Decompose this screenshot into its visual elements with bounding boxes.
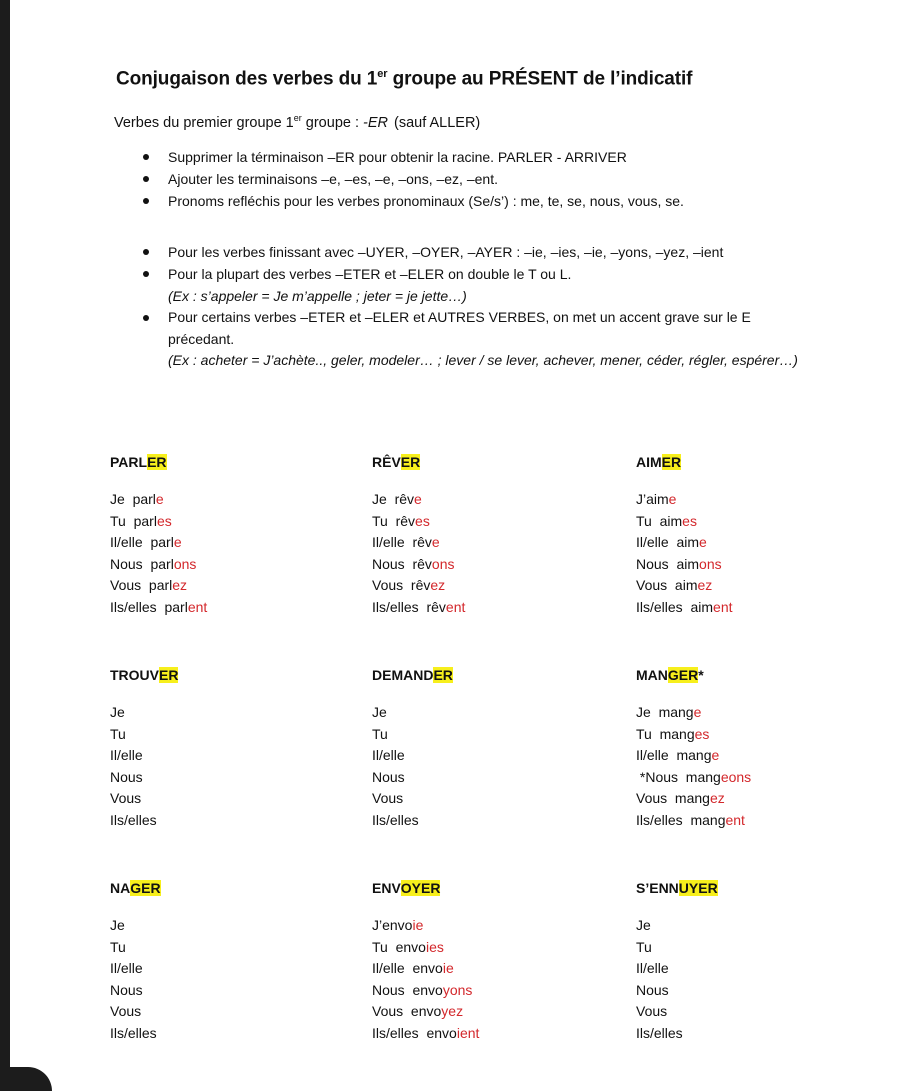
pronoun-stem: Vous	[110, 1003, 142, 1019]
conjugation-row	[110, 745, 178, 767]
pronoun-stem: Ils/elles rêv	[372, 598, 446, 615]
pronoun-stem: J’envo	[372, 917, 413, 933]
conjugation-ending: yez	[441, 1003, 464, 1019]
subtitle	[114, 113, 480, 131]
verb-block	[110, 451, 207, 618]
conjugation-row	[372, 810, 453, 832]
verb-ending-highlight: GER	[667, 667, 699, 683]
verb-block	[636, 877, 718, 1044]
conjugation-row	[372, 597, 465, 619]
rule-text: Pour certains verbes –ETER et –ELER et AUTRES VERBES, on met un accent grave sur le E précedant.	[168, 309, 751, 347]
pronoun-stem: Je parl	[110, 491, 156, 507]
pronoun-stem: Vous	[636, 1003, 668, 1019]
conjugation-row	[636, 702, 751, 724]
conjugation-row	[636, 554, 733, 576]
conjugation-row	[110, 702, 178, 724]
conjugation-ending: e	[414, 491, 422, 507]
title-text-rest: groupe au PRÉSENT de l’indicatif	[387, 68, 693, 90]
conjugation-ending: ie	[442, 960, 454, 976]
pronoun-stem: Tu rêv	[372, 512, 416, 529]
verb-block	[372, 451, 465, 618]
rule-text: Pronoms refléchis pour les verbes pronominaux (Se/s’) : me, te, se, nous, vous, se.	[168, 193, 684, 209]
conjugation-row	[372, 745, 453, 767]
conjugation-ending: ent	[713, 598, 733, 615]
conjugation-row	[636, 980, 718, 1002]
pronoun-stem: Ils/elles aim	[636, 598, 714, 615]
rule-text: Ajouter les terminaisons –e, –es, –e, –ons, –ez, –ent.	[168, 171, 498, 187]
conjugation-row	[636, 1023, 718, 1045]
title-superscript: er	[377, 68, 388, 80]
verb-ending-highlight: ER	[661, 454, 682, 470]
conjugation-row	[110, 532, 207, 554]
pronoun-stem: Ils/elles envo	[372, 1024, 457, 1041]
pronoun-stem: Nous parl	[110, 555, 174, 572]
verb-stem: MAN	[636, 667, 668, 683]
conjugation-rows	[110, 702, 178, 831]
conjugation-rows	[372, 915, 479, 1044]
conjugation-row	[110, 1001, 161, 1023]
conjugation-ending: es	[156, 512, 172, 529]
verb-block	[372, 877, 479, 1044]
rule-item	[138, 168, 798, 190]
verb-stem: RÊV	[372, 454, 401, 470]
pronoun-stem: Nous envo	[372, 981, 443, 998]
pronoun-stem: Tu aim	[636, 512, 683, 529]
verb-ending-highlight: ER	[147, 454, 167, 470]
subtitle-superscript: er	[293, 113, 302, 123]
verb-stem: S’ENN	[636, 880, 679, 896]
rules-list-special	[138, 241, 798, 372]
verb-stem: PARL	[110, 454, 148, 470]
conjugation-ending: ez	[430, 577, 446, 593]
conjugation-row	[110, 915, 161, 937]
conjugation-ending: e	[693, 704, 702, 720]
conjugation-ending: eons	[720, 768, 752, 785]
conjugation-row	[636, 788, 751, 810]
conjugation-row	[110, 554, 207, 576]
verb-block	[110, 664, 178, 831]
pronoun-stem: J’aim	[636, 491, 669, 507]
conjugation-rows	[636, 489, 733, 618]
pronoun-stem: Je rêv	[372, 491, 415, 507]
conjugation-rows	[636, 915, 718, 1044]
conjugation-row	[372, 511, 465, 533]
verb-ending-highlight: ER	[400, 454, 421, 470]
pronoun-stem: Je	[110, 917, 125, 933]
pronoun-stem: Il/elle mang	[636, 747, 712, 763]
document-page	[10, 0, 919, 1091]
conjugation-ending: e	[173, 534, 182, 550]
rule-item	[138, 263, 798, 307]
conjugation-row	[636, 724, 751, 746]
pronoun-stem: Nous	[110, 768, 143, 785]
rule-item	[138, 241, 798, 263]
conjugation-ending: ez	[709, 790, 725, 806]
verb-stem: ENV	[372, 880, 401, 896]
conjugation-rows	[372, 702, 453, 831]
rule-item	[138, 190, 798, 212]
pronoun-stem: Tu envo	[372, 938, 426, 955]
verb-infinitive	[372, 664, 453, 686]
pronoun-stem: Ils/elles parl	[110, 598, 188, 615]
pronoun-stem: Vous	[372, 790, 404, 806]
verb-infinitive	[372, 451, 465, 473]
verb-block	[372, 664, 453, 831]
pronoun-stem: Vous	[110, 790, 142, 806]
conjugation-row	[372, 788, 453, 810]
pronoun-stem: Tu parl	[110, 512, 157, 529]
pronoun-stem: Ils/elles	[372, 811, 419, 828]
conjugation-ending: ons	[431, 555, 455, 572]
pronoun-stem: Vous parl	[110, 577, 173, 593]
conjugation-row	[110, 489, 207, 511]
conjugation-ending: es	[682, 512, 697, 529]
conjugation-ending: ons	[699, 555, 722, 572]
conjugation-ending: e	[711, 747, 720, 763]
conjugation-row	[372, 489, 465, 511]
conjugation-row	[636, 767, 751, 789]
verb-infinitive	[372, 877, 479, 899]
verb-ending-highlight: GER	[130, 880, 161, 896]
conjugation-rows	[110, 915, 161, 1044]
pronoun-stem: Ils/elles	[110, 811, 157, 828]
conjugation-row	[110, 810, 178, 832]
conjugation-row	[372, 532, 465, 554]
conjugation-row	[372, 1023, 479, 1045]
pronoun-stem: Il/elle rêv	[372, 534, 432, 550]
pronoun-stem: Tu	[372, 725, 388, 742]
verb-ending-highlight: ER	[159, 667, 179, 683]
conjugation-row	[110, 958, 161, 980]
rule-example: (Ex : acheter = J’achète.., geler, modeler… ; lever / se lever, achever, mener, céder, régler, espérer…)	[168, 352, 798, 368]
verb-infinitive	[636, 451, 733, 473]
conjugation-row	[372, 915, 479, 937]
conjugation-row	[110, 980, 161, 1002]
conjugation-ending: yons	[442, 981, 473, 998]
conjugation-row	[372, 724, 453, 746]
conjugation-ending: es	[694, 725, 710, 742]
rule-item	[138, 307, 798, 372]
verb-infinitive	[110, 451, 207, 473]
conjugation-rows	[372, 489, 465, 618]
conjugation-row	[636, 511, 733, 533]
conjugation-row	[636, 597, 733, 619]
conjugation-row	[110, 511, 207, 533]
pronoun-stem: Il/elle aim	[636, 534, 700, 550]
title-text: Conjugaison des verbes du 1	[116, 68, 378, 90]
conjugation-ending: ie	[412, 917, 424, 933]
conjugation-row	[372, 1001, 479, 1023]
pronoun-stem: Tu mang	[636, 725, 695, 742]
conjugation-row	[372, 958, 479, 980]
rule-text: Pour la plupart des verbes –ETER et –ELER on double le T ou L.	[168, 266, 572, 282]
subtitle-note: (sauf ALLER)	[394, 114, 481, 131]
conjugation-row	[110, 767, 178, 789]
conjugation-row	[636, 810, 751, 832]
conjugation-row	[636, 915, 718, 937]
conjugation-ending: ez	[697, 577, 713, 593]
pronoun-stem: Ils/elles mang	[636, 811, 726, 828]
conjugation-row	[372, 702, 453, 724]
pronoun-stem: Il/elle	[110, 747, 143, 763]
conjugation-row	[110, 597, 207, 619]
verb-stem: DEMAND	[372, 667, 434, 683]
verb-infinitive	[110, 877, 161, 899]
pronoun-stem: Tu	[110, 725, 126, 742]
pronoun-stem: Il/elle envo	[372, 960, 443, 976]
pronoun-stem: Nous	[110, 981, 143, 998]
pronoun-stem: Vous rêv	[372, 577, 431, 593]
conjugation-ending: e	[699, 534, 707, 550]
verb-infinitive	[636, 877, 718, 899]
conjugation-ending: ient	[456, 1024, 480, 1041]
conjugation-row	[110, 575, 207, 597]
conjugation-row	[372, 554, 465, 576]
conjugation-ending: es	[415, 512, 430, 529]
conjugation-rows	[636, 702, 751, 831]
verb-infinitive	[636, 664, 751, 686]
conjugation-row	[110, 724, 178, 746]
verb-infinitive	[110, 664, 178, 686]
conjugation-row	[636, 1001, 718, 1023]
pronoun-stem: Tu	[636, 938, 652, 955]
conjugation-row	[372, 575, 465, 597]
subtitle-ending: -ER	[363, 114, 389, 131]
verb-stem: TROUV	[110, 667, 159, 683]
rule-text: Pour les verbes finissant avec –UYER, –OYER, –AYER : –ie, –ies, –ie, –yons, –yez, –ient	[168, 244, 724, 260]
verb-asterisk: *	[698, 667, 704, 683]
subtitle-text-rest: groupe :	[301, 114, 364, 131]
conjugation-ending: ent	[725, 811, 745, 828]
pronoun-stem: Ils/elles	[110, 1024, 157, 1041]
conjugation-row	[372, 767, 453, 789]
verb-ending-highlight: OYER	[400, 880, 441, 896]
rule-item	[138, 146, 798, 168]
conjugation-ending: ez	[172, 577, 188, 593]
conjugation-row	[636, 532, 733, 554]
verb-ending-highlight: ER	[433, 667, 453, 683]
pronoun-stem: Il/elle	[636, 960, 669, 976]
pronoun-stem: Il/elle	[372, 747, 405, 763]
conjugation-ending: e	[155, 491, 164, 507]
subtitle-text: Verbes du premier groupe 1	[114, 114, 294, 131]
pronoun-stem: Vous mang	[636, 790, 710, 806]
pronoun-stem: Il/elle	[110, 960, 143, 976]
verb-ending-highlight: UYER	[678, 880, 718, 896]
pronoun-stem: Ils/elles	[636, 1024, 683, 1041]
conjugation-row	[110, 1023, 161, 1045]
verb-block	[636, 664, 751, 831]
pronoun-stem: Tu	[110, 938, 126, 955]
conjugation-ending: e	[431, 534, 440, 550]
conjugation-ending: ons	[173, 555, 197, 572]
verb-stem: AIM	[636, 454, 662, 470]
conjugation-row	[110, 788, 178, 810]
pronoun-stem: Vous aim	[636, 577, 698, 593]
window-corner	[10, 1067, 52, 1091]
verb-stem: NA	[110, 880, 131, 896]
rules-list-basic	[138, 146, 798, 212]
pronoun-stem: Vous envo	[372, 1003, 442, 1019]
pronoun-stem: Nous rêv	[372, 555, 432, 572]
pronoun-stem: Je	[372, 704, 387, 720]
conjugation-ending: ies	[425, 938, 444, 955]
verb-block	[636, 451, 733, 618]
conjugation-ending: e	[668, 491, 677, 507]
conjugation-rows	[110, 489, 207, 618]
conjugation-row	[636, 489, 733, 511]
rule-example: (Ex : s’appeler = Je m’appelle ; jeter = je jette…)	[168, 288, 467, 304]
conjugation-row	[636, 745, 751, 767]
pronoun-stem: Je	[110, 704, 125, 720]
pronoun-stem: Il/elle parl	[110, 534, 174, 550]
pronoun-stem: *Nous mang	[636, 768, 721, 785]
conjugation-row	[636, 937, 718, 959]
conjugation-row	[372, 980, 479, 1002]
conjugation-row	[636, 575, 733, 597]
pronoun-stem: Je mang	[636, 704, 694, 720]
conjugation-row	[110, 937, 161, 959]
rule-text: Supprimer la términaison –ER pour obtenir la racine. PARLER - ARRIVER	[168, 149, 627, 165]
verb-block	[110, 877, 161, 1044]
conjugation-row	[636, 958, 718, 980]
conjugation-ending: ent	[187, 598, 208, 615]
pronoun-stem: Nous	[636, 981, 669, 998]
conjugation-row	[372, 937, 479, 959]
page-title	[116, 68, 692, 90]
pronoun-stem: Nous aim	[636, 555, 700, 572]
pronoun-stem: Nous	[372, 768, 405, 785]
pronoun-stem: Je	[636, 917, 651, 933]
conjugation-ending: ent	[445, 598, 466, 615]
